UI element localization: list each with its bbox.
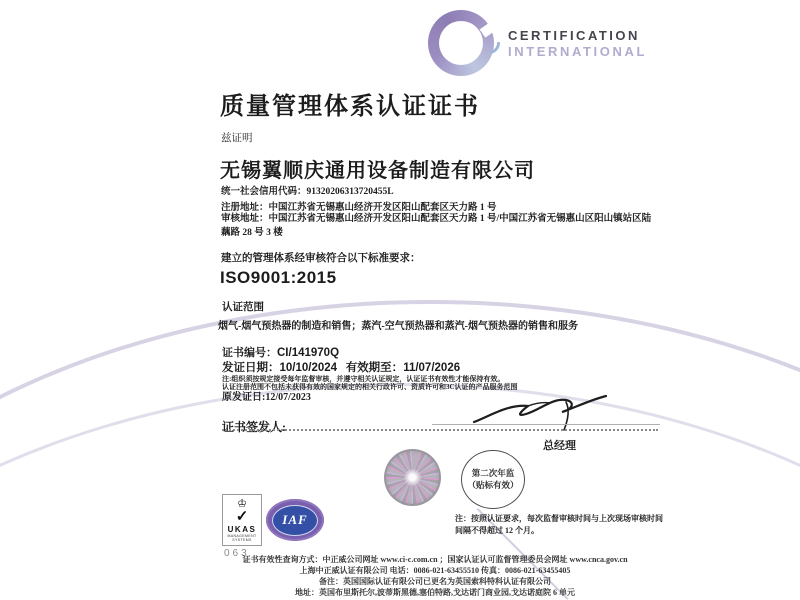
- signature-line: [432, 424, 660, 425]
- certification-international-logo: [428, 8, 728, 80]
- signer-title: 总经理: [543, 440, 576, 452]
- crown-icon: ♔: [237, 497, 247, 510]
- registered-address: 注册地址：中国江苏省无锡惠山经济开发区阳山配套区天力路 1 号: [221, 203, 497, 213]
- intro-text: 兹证明: [221, 133, 253, 144]
- valid-until-label: 有效期至：: [345, 362, 404, 374]
- credit-code-label: 统一社会信用代码：: [221, 187, 307, 197]
- standard-code: ISO9001:2015: [220, 268, 337, 287]
- checkmark-icon: ✓: [235, 508, 249, 525]
- certificate-number-line: [222, 344, 339, 360]
- stamp-line2: （贴标有效）: [467, 479, 519, 490]
- signer-dotted-line: [222, 429, 658, 431]
- footer-rename-note: 备注：英国国际认证有限公司已更名为英国索科特科认证有限公司: [319, 577, 551, 587]
- stamp-line1: 第二次年监: [471, 468, 515, 479]
- valid-until-value: 11/07/2026: [403, 362, 461, 374]
- issue-date-label: 发证日期：: [222, 362, 280, 374]
- certificate-title: 质量管理体系认证证书: [220, 94, 480, 120]
- iaf-label: IAF: [282, 512, 308, 527]
- dates-line: [222, 359, 460, 375]
- footer-block: [170, 554, 700, 598]
- signer-label: 证书签发人:: [222, 420, 286, 434]
- scope-label: 认证范围: [222, 302, 264, 313]
- ukas-subtitle: MANAGEMENT SYSTEMS: [227, 533, 257, 542]
- ukas-number: 063: [224, 548, 250, 559]
- annual-surveillance-stamp: [461, 450, 525, 509]
- company-name: 无锡翼顺庆通用设备制造有限公司: [220, 160, 535, 182]
- footer-contact-line: 上海中正威认证有限公司 电话：0086-021-63455510 传真：0086-021-63455405: [299, 566, 571, 576]
- scope-text: 烟气-烟气预热器的制造和销售；蒸汽-空气预热器和蒸汽-烟气预热器的销售和服务: [218, 321, 578, 332]
- issue-date-value: 10/10/2024: [279, 362, 338, 374]
- brand-name-line2: INTERNATIONAL: [508, 44, 647, 59]
- certificate-number-label: 证书编号：: [222, 347, 277, 359]
- scope-exclusion-note: 认证注册范围不包括未获得有效的国家规定的相关行政许可、资质许可和3C认证的产品服务范围: [222, 382, 518, 391]
- credit-code-value: 91320206313720455L: [306, 187, 394, 197]
- certificate-number-value: CI/141970Q: [277, 347, 340, 359]
- footer-address-line: 地址：英国布里斯托尔,波蒂斯黑德,塞伯特路,戈达诺门商业园,戈达诺庭院 6 单元: [295, 588, 575, 598]
- stamp-note: 注：按照认证要求，每次监督审核时间与上次现场审核时间间隔不得超过 12 个月。: [455, 514, 663, 535]
- surveillance-note: 注:组织须按规定接受每年监督审核，并遵守相关认证规定，认证证书有效性才能保持有效。: [222, 375, 505, 383]
- handwritten-signature: [470, 390, 620, 432]
- brand-name-line1: CERTIFICATION: [508, 28, 640, 43]
- hologram-sticker-icon: [384, 449, 441, 506]
- ukas-word: UKAS: [227, 524, 257, 534]
- ci-ring-icon: [428, 10, 494, 76]
- audit-address: 审核地址：中国江苏省无锡惠山经济开发区阳山配套区天力路 1 号/中国江苏省无锡惠山区阳山镇站区陆藕路 28 号 3 楼: [221, 214, 652, 238]
- credit-code-line: [221, 183, 394, 197]
- ukas-logo: [222, 494, 262, 546]
- footer-verification-line: 证书有效性查询方式：中正威公司网址 www.ci-c.com.cn ；国家认证认可监督管理委员会网址 www.cnca.gov.cn: [242, 555, 628, 564]
- original-issue-date: 原发证日:12/07/2023: [222, 392, 311, 403]
- iaf-logo: [266, 499, 324, 541]
- standard-statement: 建立的管理体系经审核符合以下标准要求：: [221, 253, 421, 264]
